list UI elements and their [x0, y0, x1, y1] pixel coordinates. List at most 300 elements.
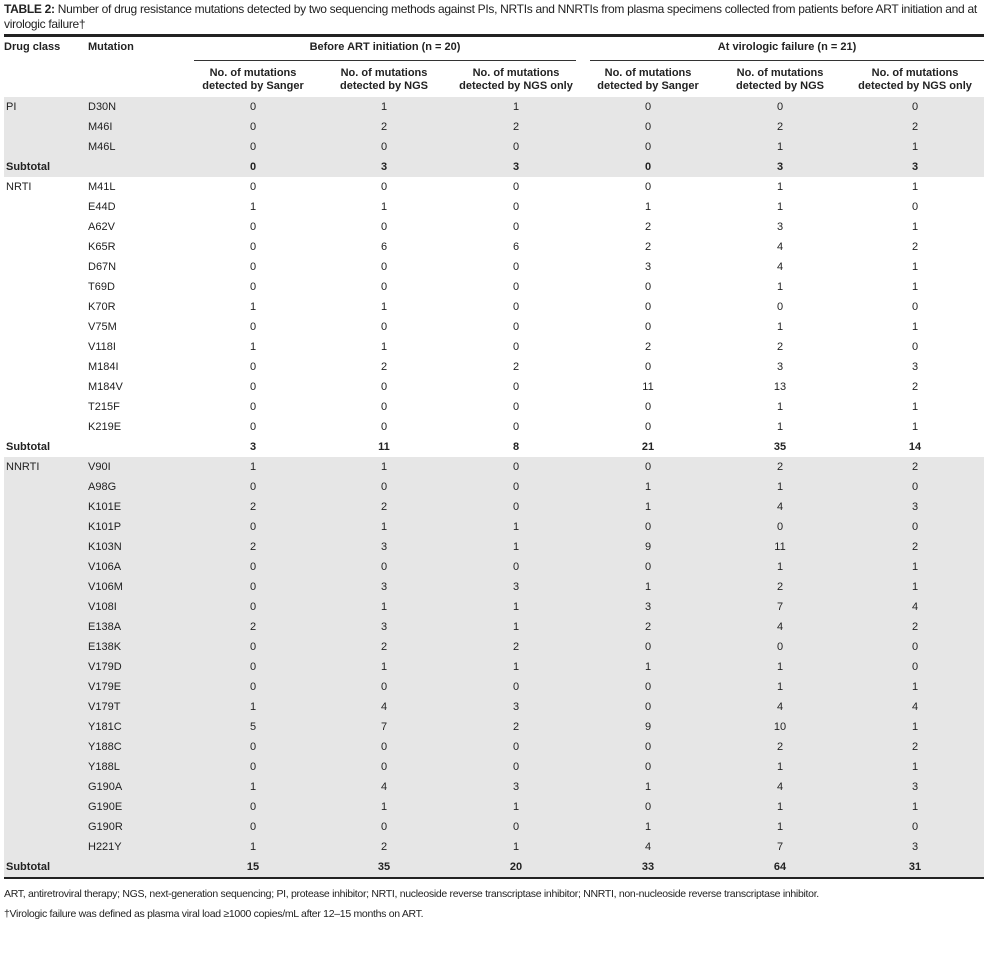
- failure-sanger-cell: 0: [582, 697, 714, 717]
- header-blank: [4, 61, 88, 97]
- header-failure-ngs: No. of mutations detected by NGS: [736, 67, 825, 92]
- before-ngs-only-cell: 0: [450, 477, 582, 497]
- before-ngs-cell: 7: [318, 717, 450, 737]
- before-ngs-only-cell: 0: [450, 557, 582, 577]
- failure-sanger-cell: 0: [582, 797, 714, 817]
- failure-ngs-only-cell: 0: [911, 201, 919, 213]
- before-ngs-cell: 1: [318, 597, 450, 617]
- before-ngs-cell: 1: [318, 517, 450, 537]
- before-ngs-only-cell: 2: [450, 117, 582, 137]
- before-sanger-cell: 0: [188, 517, 318, 537]
- mutation-cell: K65R: [88, 241, 116, 253]
- table-row: [4, 817, 984, 837]
- drug-class-cell: [4, 477, 88, 497]
- table-row: [4, 117, 984, 137]
- before-ngs-only-cell: 1: [450, 797, 582, 817]
- mutation-cell: Y188C: [88, 737, 188, 757]
- failure-ngs-only-cell: 1: [846, 577, 984, 597]
- header-row-groups: [4, 37, 984, 61]
- failure-ngs-only-subtotal: 14: [908, 441, 922, 453]
- footnote-abbreviations: ART, antiretroviral therapy; NGS, next-generation sequencing; PI, protease inhibitor; NRTI, nucleoside reverse transcriptase inhibitor; NNRTI, non-nucleoside reverse transcriptase inhibitor.: [4, 888, 819, 900]
- table-row: [4, 717, 984, 737]
- failure-ngs-cell: 2: [714, 117, 846, 137]
- failure-sanger-cell: 1: [582, 657, 714, 677]
- failure-sanger-cell: 0: [644, 321, 652, 333]
- before-ngs-cell: 2: [318, 637, 450, 657]
- mutation-cell: K70R: [88, 301, 116, 313]
- footnote-virologic-failure: †Virologic failure was defined as plasma viral load ≥1000 copies/mL after 12–15 months on ART.: [4, 908, 424, 920]
- before-ngs-cell: 0: [380, 181, 388, 193]
- subtotal-row: [4, 857, 984, 877]
- failure-ngs-only-cell: 2: [846, 537, 984, 557]
- before-ngs-cell: 1: [380, 301, 388, 313]
- before-ngs-only-cell: 1: [450, 657, 582, 677]
- drug-class-cell: NNRTI: [4, 457, 88, 477]
- failure-ngs-subtotal: 64: [714, 857, 846, 877]
- table-row: [4, 257, 984, 277]
- before-ngs-cell: 1: [380, 341, 388, 353]
- before-ngs-only-cell: 3: [450, 697, 582, 717]
- before-sanger-subtotal: 3: [249, 441, 257, 453]
- failure-ngs-cell: 0: [714, 97, 846, 117]
- failure-ngs-only-cell: 0: [846, 657, 984, 677]
- failure-ngs-only-cell: 1: [911, 401, 919, 413]
- failure-ngs-only-cell: 2: [846, 737, 984, 757]
- mutation-cell: T69D: [88, 281, 115, 293]
- drug-class-cell: [4, 377, 88, 397]
- failure-ngs-only-cell: 4: [846, 697, 984, 717]
- before-sanger-cell: 0: [188, 817, 318, 837]
- mutation-cell: [88, 857, 188, 877]
- drug-class-cell: [4, 757, 88, 777]
- drug-class-cell: [4, 417, 88, 437]
- failure-ngs-cell: 2: [714, 737, 846, 757]
- before-sanger-cell: 2: [188, 617, 318, 637]
- table-body: [4, 97, 984, 877]
- before-ngs-only-cell: 0: [512, 421, 520, 433]
- before-ngs-cell: 0: [318, 477, 450, 497]
- before-ngs-only-cell: 0: [450, 757, 582, 777]
- subtotal-row: [4, 157, 984, 177]
- before-sanger-cell: 2: [188, 537, 318, 557]
- mutation-cell: V179E: [88, 677, 188, 697]
- before-ngs-cell: 1: [318, 657, 450, 677]
- drug-class-cell: [4, 317, 88, 337]
- drug-class-cell: [4, 297, 88, 317]
- table-row: [4, 177, 984, 197]
- failure-sanger-cell: 3: [582, 597, 714, 617]
- failure-ngs-only-cell: 0: [911, 301, 919, 313]
- table-row: [4, 837, 984, 857]
- drug-class-cell: [4, 537, 88, 557]
- before-sanger-cell: 0: [188, 557, 318, 577]
- failure-sanger-subtotal: 0: [582, 157, 714, 177]
- table-row: [4, 237, 984, 257]
- mutation-cell: V108I: [88, 597, 188, 617]
- failure-ngs-only-cell: 1: [846, 717, 984, 737]
- mutation-cell: M46I: [88, 117, 188, 137]
- table-row: [4, 457, 984, 477]
- before-sanger-cell: 0: [188, 757, 318, 777]
- failure-sanger-cell: 0: [644, 301, 652, 313]
- table-row: [4, 277, 984, 297]
- drug-class-cell: [4, 717, 88, 737]
- before-ngs-cell: 3: [318, 577, 450, 597]
- drug-class-cell: [4, 137, 88, 157]
- table-row: [4, 697, 984, 717]
- before-ngs-cell: 1: [380, 201, 388, 213]
- table-row: [4, 97, 984, 117]
- failure-ngs-subtotal: 3: [714, 157, 846, 177]
- before-sanger-cell: 5: [188, 717, 318, 737]
- failure-ngs-cell: 1: [714, 557, 846, 577]
- mutation-cell: V118I: [88, 341, 116, 353]
- table-row: [4, 197, 984, 217]
- failure-ngs-only-cell: 2: [911, 381, 919, 393]
- failure-sanger-cell: 0: [582, 737, 714, 757]
- drug-class-cell: NRTI: [6, 181, 32, 193]
- drug-class-cell: [4, 817, 88, 837]
- before-ngs-cell: 0: [318, 757, 450, 777]
- mutation-cell: K101P: [88, 517, 188, 537]
- before-ngs-only-cell: 6: [512, 241, 520, 253]
- failure-sanger-cell: 1: [582, 817, 714, 837]
- failure-sanger-cell: 0: [582, 677, 714, 697]
- before-ngs-only-cell: 0: [450, 497, 582, 517]
- table-row: [4, 417, 984, 437]
- failure-ngs-cell: 1: [776, 401, 784, 413]
- before-sanger-cell: 0: [188, 737, 318, 757]
- failure-ngs-only-cell: 1: [846, 797, 984, 817]
- table-row: [4, 517, 984, 537]
- before-ngs-only-cell: 1: [450, 617, 582, 637]
- table-row: [4, 797, 984, 817]
- failure-sanger-cell: 0: [644, 361, 652, 373]
- failure-sanger-cell: 4: [582, 837, 714, 857]
- failure-ngs-cell: 3: [776, 361, 784, 373]
- failure-ngs-only-cell: 1: [846, 757, 984, 777]
- failure-ngs-cell: 1: [714, 757, 846, 777]
- failure-sanger-cell: 0: [582, 457, 714, 477]
- drug-class-cell: [4, 737, 88, 757]
- failure-ngs-only-cell: 0: [846, 817, 984, 837]
- header-before-art-cell: [188, 37, 582, 61]
- failure-ngs-cell: 1: [714, 657, 846, 677]
- mutation-cell: K219E: [88, 421, 122, 433]
- drug-class-cell: [4, 597, 88, 617]
- failure-ngs-cell: 11: [714, 537, 846, 557]
- failure-ngs-only-cell: 1: [911, 181, 919, 193]
- mutation-cell: M184V: [88, 381, 123, 393]
- table-row: [4, 137, 984, 157]
- failure-ngs-cell: 7: [714, 597, 846, 617]
- failure-sanger-cell: 0: [582, 757, 714, 777]
- failure-ngs-only-cell: 1: [911, 261, 919, 273]
- header-mutation: Mutation: [88, 41, 134, 53]
- failure-ngs-only-cell: 0: [911, 341, 919, 353]
- before-ngs-only-cell: 0: [512, 181, 520, 193]
- before-sanger-cell: 0: [188, 677, 318, 697]
- table-row: [4, 357, 984, 377]
- failure-ngs-cell: 2: [714, 577, 846, 597]
- before-sanger-cell: 0: [249, 181, 257, 193]
- failure-ngs-cell: 1: [714, 137, 846, 157]
- header-row-columns: [4, 61, 984, 97]
- failure-ngs-only-cell: 3: [911, 361, 919, 373]
- subtotal-row: [4, 437, 984, 457]
- before-sanger-cell: 1: [249, 301, 257, 313]
- subtotal-label: Subtotal: [4, 157, 88, 177]
- table-row: [4, 217, 984, 237]
- failure-ngs-cell: 1: [776, 281, 784, 293]
- failure-ngs-cell: 1: [714, 797, 846, 817]
- mutation-cell: V179T: [88, 697, 188, 717]
- failure-ngs-only-cell: 1: [846, 677, 984, 697]
- table-row: [4, 777, 984, 797]
- mutation-cell: M46L: [88, 137, 188, 157]
- failure-ngs-cell: 3: [776, 221, 784, 233]
- before-ngs-only-cell: 0: [512, 301, 520, 313]
- table-row: [4, 637, 984, 657]
- failure-ngs-cell: 0: [714, 637, 846, 657]
- before-sanger-cell: 0: [188, 577, 318, 597]
- table-caption: [4, 2, 984, 32]
- before-sanger-cell: 0: [188, 117, 318, 137]
- table-row: [4, 477, 984, 497]
- before-ngs-only-cell: 2: [450, 717, 582, 737]
- mutation-cell: K103N: [88, 537, 188, 557]
- before-sanger-cell: 0: [249, 221, 257, 233]
- mutation-cell: G190R: [88, 817, 188, 837]
- before-ngs-cell: 0: [318, 817, 450, 837]
- mutation-cell: E44D: [88, 201, 116, 213]
- before-ngs-only-subtotal: 20: [450, 857, 582, 877]
- before-sanger-cell: 1: [188, 457, 318, 477]
- drug-class-cell: PI: [4, 97, 88, 117]
- table-row: [4, 537, 984, 557]
- header-failure-ngs-only: No. of mutations detected by NGS only: [858, 67, 972, 92]
- drug-class-cell: [4, 497, 88, 517]
- mutation-cell: M41L: [88, 181, 116, 193]
- failure-sanger-cell: 2: [582, 617, 714, 637]
- mutation-cell: V179D: [88, 657, 188, 677]
- mutation-cell: E138K: [88, 637, 188, 657]
- failure-ngs-only-cell: 3: [846, 777, 984, 797]
- before-sanger-cell: 0: [188, 137, 318, 157]
- before-sanger-cell: 0: [249, 241, 257, 253]
- header-before-ngs: No. of mutations detected by NGS: [339, 67, 429, 92]
- drug-class-cell: [4, 557, 88, 577]
- failure-sanger-cell: 1: [582, 477, 714, 497]
- failure-sanger-cell: 0: [582, 517, 714, 537]
- failure-ngs-cell: 4: [714, 617, 846, 637]
- before-ngs-cell: 0: [380, 421, 388, 433]
- failure-ngs-only-cell: 2: [846, 117, 984, 137]
- failure-ngs-only-cell: 1: [911, 221, 919, 233]
- drug-class-cell: [4, 677, 88, 697]
- before-ngs-cell: 0: [380, 221, 388, 233]
- failure-ngs-only-cell: 0: [846, 517, 984, 537]
- before-ngs-only-cell: 0: [512, 201, 520, 213]
- before-ngs-only-cell: 0: [512, 321, 520, 333]
- before-ngs-cell: 0: [318, 137, 450, 157]
- failure-sanger-cell: 0: [644, 421, 652, 433]
- failure-ngs-only-cell: 0: [846, 637, 984, 657]
- before-ngs-only-cell: 2: [512, 361, 520, 373]
- header-before-sanger: No. of mutations detected by Sanger: [202, 67, 304, 92]
- before-ngs-subtotal: 11: [378, 441, 390, 453]
- before-sanger-cell: 0: [188, 637, 318, 657]
- table-row: [4, 317, 984, 337]
- failure-ngs-cell: 1: [714, 817, 846, 837]
- table-row: [4, 337, 984, 357]
- header-blank: [88, 61, 188, 97]
- failure-ngs-cell: 1: [776, 181, 784, 193]
- mutation-cell: T215F: [88, 401, 120, 413]
- before-sanger-cell: 1: [188, 777, 318, 797]
- mutation-cell: V75M: [88, 321, 117, 333]
- before-ngs-cell: 0: [318, 737, 450, 757]
- failure-ngs-cell: 1: [714, 677, 846, 697]
- table-row: [4, 377, 984, 397]
- failure-sanger-cell: 0: [582, 637, 714, 657]
- drug-class-cell: [4, 577, 88, 597]
- header-before-art: Before ART initiation (n = 20): [194, 40, 576, 61]
- failure-sanger-subtotal: 33: [582, 857, 714, 877]
- failure-ngs-cell: 4: [776, 261, 784, 273]
- failure-ngs-only-cell: 2: [911, 241, 919, 253]
- table-row: [4, 497, 984, 517]
- failure-ngs-only-cell: 1: [846, 137, 984, 157]
- before-ngs-cell: 6: [380, 241, 388, 253]
- drug-class-cell: [4, 397, 88, 417]
- mutations-table: [4, 37, 984, 877]
- failure-ngs-cell: 4: [714, 697, 846, 717]
- failure-ngs-only-cell: 4: [846, 597, 984, 617]
- failure-sanger-cell: 2: [644, 241, 652, 253]
- before-ngs-only-cell: 0: [450, 677, 582, 697]
- failure-sanger-cell: 2: [644, 341, 652, 353]
- before-ngs-cell: 0: [380, 321, 388, 333]
- before-sanger-cell: 1: [188, 697, 318, 717]
- before-ngs-cell: 4: [318, 777, 450, 797]
- mutation-cell: D30N: [88, 97, 188, 117]
- before-ngs-only-subtotal: 3: [450, 157, 582, 177]
- mutation-cell: V106A: [88, 557, 188, 577]
- before-sanger-cell: 0: [249, 361, 257, 373]
- before-sanger-cell: 0: [188, 797, 318, 817]
- drug-class-cell: [4, 197, 88, 217]
- mutation-cell: Y181C: [88, 717, 188, 737]
- before-ngs-cell: 4: [318, 697, 450, 717]
- before-ngs-only-cell: 1: [450, 97, 582, 117]
- before-ngs-subtotal: 3: [318, 157, 450, 177]
- before-ngs-cell: 1: [318, 97, 450, 117]
- table-row: [4, 677, 984, 697]
- before-ngs-cell: 1: [318, 797, 450, 817]
- before-ngs-only-cell: 1: [450, 597, 582, 617]
- failure-ngs-cell: 1: [776, 321, 784, 333]
- before-ngs-only-cell: 0: [512, 381, 520, 393]
- before-ngs-only-cell: 0: [512, 221, 520, 233]
- table-row: [4, 557, 984, 577]
- failure-sanger-cell: 3: [644, 261, 652, 273]
- table-row: [4, 657, 984, 677]
- table-row: [4, 597, 984, 617]
- before-sanger-cell: 0: [249, 321, 257, 333]
- failure-ngs-only-cell: 2: [846, 457, 984, 477]
- failure-ngs-cell: 0: [714, 517, 846, 537]
- before-sanger-subtotal: 15: [188, 857, 318, 877]
- failure-ngs-cell: 1: [776, 201, 784, 213]
- drug-class-cell: [4, 797, 88, 817]
- failure-ngs-only-subtotal: 3: [846, 157, 984, 177]
- drug-class-cell: [4, 777, 88, 797]
- failure-ngs-only-cell: 1: [846, 557, 984, 577]
- header-drug-class: Drug class: [4, 41, 61, 53]
- before-ngs-only-cell: 1: [450, 837, 582, 857]
- before-ngs-cell: 2: [380, 361, 388, 373]
- failure-ngs-only-cell: 3: [846, 837, 984, 857]
- before-ngs-only-cell: 0: [512, 281, 520, 293]
- before-ngs-only-cell: 0: [450, 457, 582, 477]
- before-ngs-cell: 2: [318, 837, 450, 857]
- before-ngs-cell: 1: [318, 457, 450, 477]
- failure-sanger-cell: 1: [582, 577, 714, 597]
- before-ngs-only-cell: 1: [450, 517, 582, 537]
- failure-sanger-cell: 1: [644, 201, 652, 213]
- failure-ngs-only-cell: 1: [911, 421, 919, 433]
- before-ngs-only-cell: 0: [512, 401, 520, 413]
- mutation-cell: A98G: [88, 477, 188, 497]
- before-sanger-cell: 0: [188, 657, 318, 677]
- failure-ngs-cell: 1: [776, 421, 784, 433]
- subtotal-label: Subtotal: [4, 857, 88, 877]
- mutation-cell: D67N: [88, 261, 117, 273]
- failure-sanger-cell: 11: [642, 381, 654, 393]
- failure-ngs-only-cell: 1: [911, 321, 919, 333]
- before-sanger-cell: 0: [249, 401, 257, 413]
- failure-ngs-cell: 13: [773, 381, 787, 393]
- before-ngs-only-cell: 0: [450, 737, 582, 757]
- failure-sanger-cell: 0: [644, 401, 652, 413]
- before-sanger-cell: 0: [249, 421, 257, 433]
- failure-ngs-only-cell: 2: [846, 617, 984, 637]
- failure-ngs-subtotal: 35: [773, 441, 787, 453]
- mutation-cell: H221Y: [88, 837, 188, 857]
- before-ngs-cell: 0: [380, 281, 388, 293]
- failure-sanger-cell: 0: [582, 117, 714, 137]
- mutation-cell: [88, 437, 188, 457]
- mutation-cell: G190E: [88, 797, 188, 817]
- failure-sanger-cell: 9: [582, 717, 714, 737]
- caption-text: Number of drug resistance mutations detected by two sequencing methods against PIs, NRTIs and NNRTIs from plasma specimens collected from patients before ART initiation and at virologic failure†: [4, 2, 977, 31]
- failure-ngs-only-cell: 1: [911, 281, 919, 293]
- mutation-cell: E138A: [88, 617, 188, 637]
- failure-ngs-cell: 1: [714, 477, 846, 497]
- mutation-cell: K101E: [88, 497, 188, 517]
- mutation-cell: M184I: [88, 361, 119, 373]
- drug-class-cell: [4, 337, 88, 357]
- failure-ngs-cell: 4: [776, 241, 784, 253]
- drug-class-cell: [4, 657, 88, 677]
- before-ngs-cell: 3: [318, 537, 450, 557]
- failure-ngs-only-cell: 0: [846, 97, 984, 117]
- failure-sanger-cell: 1: [582, 497, 714, 517]
- before-sanger-cell: 0: [188, 97, 318, 117]
- mutation-cell: G190A: [88, 777, 188, 797]
- before-sanger-cell: 1: [188, 837, 318, 857]
